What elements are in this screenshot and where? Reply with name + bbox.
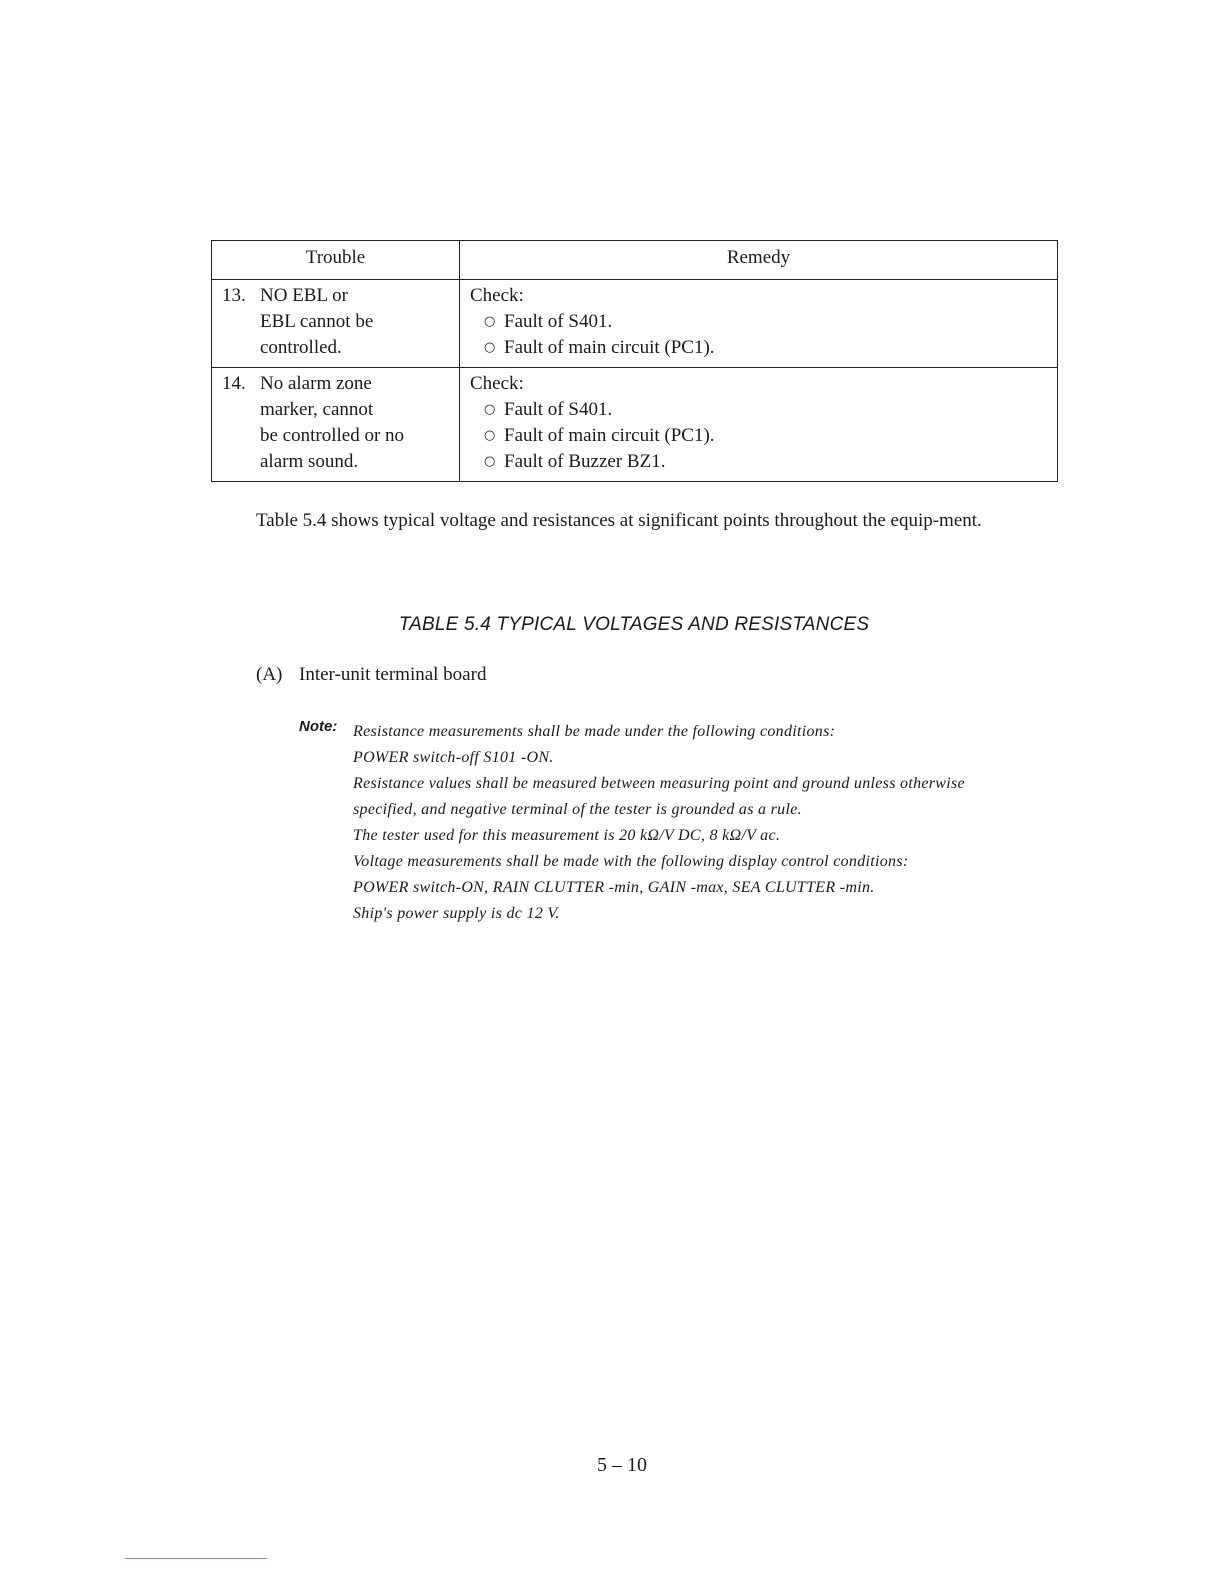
bullet-circle-icon: ○ (484, 454, 496, 469)
remedy-cell (460, 280, 1058, 368)
trouble-line: EBL cannot be (260, 311, 374, 332)
remedy-text: Fault of main circuit (PC1). (504, 337, 715, 358)
note-body (353, 719, 1073, 927)
page-number: 5 – 10 (597, 1454, 647, 1476)
table-header-row (212, 241, 1058, 280)
note-line: POWER switch-ON, RAIN CLUTTER -min, GAIN -max, SEA CLUTTER -min. (353, 879, 875, 896)
intro-paragraph: Table 5.4 shows typical voltage and resistances at significant points throughout the equip-ment. (256, 510, 982, 531)
remedy-text: Fault of S401. (504, 311, 613, 332)
note-line: Resistance measurements shall be made under the following conditions: (353, 723, 836, 740)
remedy-item (470, 423, 1049, 449)
bullet-circle-icon: ○ (484, 314, 496, 329)
trouble-line: controlled. (260, 337, 342, 358)
remedy-item (470, 397, 1049, 423)
section-text: Inter-unit terminal board (299, 664, 487, 685)
remedy-text: Fault of main circuit (PC1). (504, 425, 715, 446)
remedy-text: Fault of Buzzer BZ1. (504, 451, 666, 472)
trouble-cell (212, 280, 460, 368)
trouble-remedy-table (211, 240, 1058, 482)
trouble-line: alarm sound. (260, 451, 359, 472)
check-label: Check: (470, 373, 524, 394)
trouble-cell (212, 368, 460, 482)
table-title: TABLE 5.4 TYPICAL VOLTAGES AND RESISTANCES (398, 614, 870, 635)
bullet-circle-icon: ○ (484, 402, 496, 417)
trouble-text (260, 283, 373, 361)
bullet-circle-icon: ○ (484, 428, 496, 443)
header-trouble: Trouble (212, 241, 460, 280)
footer-divider (125, 1558, 267, 1559)
note-line: specified, and negative terminal of the tester is grounded as a rule. (353, 801, 802, 818)
remedy-item (470, 309, 1049, 335)
section-label: (A) (256, 664, 283, 685)
remedy-item (470, 335, 1049, 361)
table-row (212, 280, 1058, 368)
remedy-text: Fault of S401. (504, 399, 613, 420)
remedy-item (470, 449, 1049, 475)
section-heading (256, 664, 486, 686)
note-label: Note: (299, 718, 338, 735)
note-line: POWER switch-off S101 -ON. (353, 749, 554, 766)
check-label: Check: (470, 285, 524, 306)
bullet-circle-icon: ○ (484, 340, 496, 355)
note-line: The tester used for this measurement is 20 kΩ/V DC, 8 kΩ/V ac. (353, 827, 781, 844)
trouble-line: NO EBL or (260, 285, 348, 306)
trouble-line: be controlled or no (260, 425, 405, 446)
remedy-cell (460, 368, 1058, 482)
trouble-line: No alarm zone (260, 373, 372, 394)
trouble-line: marker, cannot (260, 399, 374, 420)
trouble-text (260, 371, 404, 475)
header-remedy: Remedy (460, 241, 1058, 280)
row-number: 13. (222, 285, 246, 306)
note-line: Voltage measurements shall be made with the following display control conditions: (353, 853, 909, 870)
row-number: 14. (222, 373, 246, 394)
note-line: Ship's power supply is dc 12 V. (353, 905, 560, 922)
table-row (212, 368, 1058, 482)
note-line: Resistance values shall be measured between measuring point and ground unless otherwise (353, 775, 965, 792)
